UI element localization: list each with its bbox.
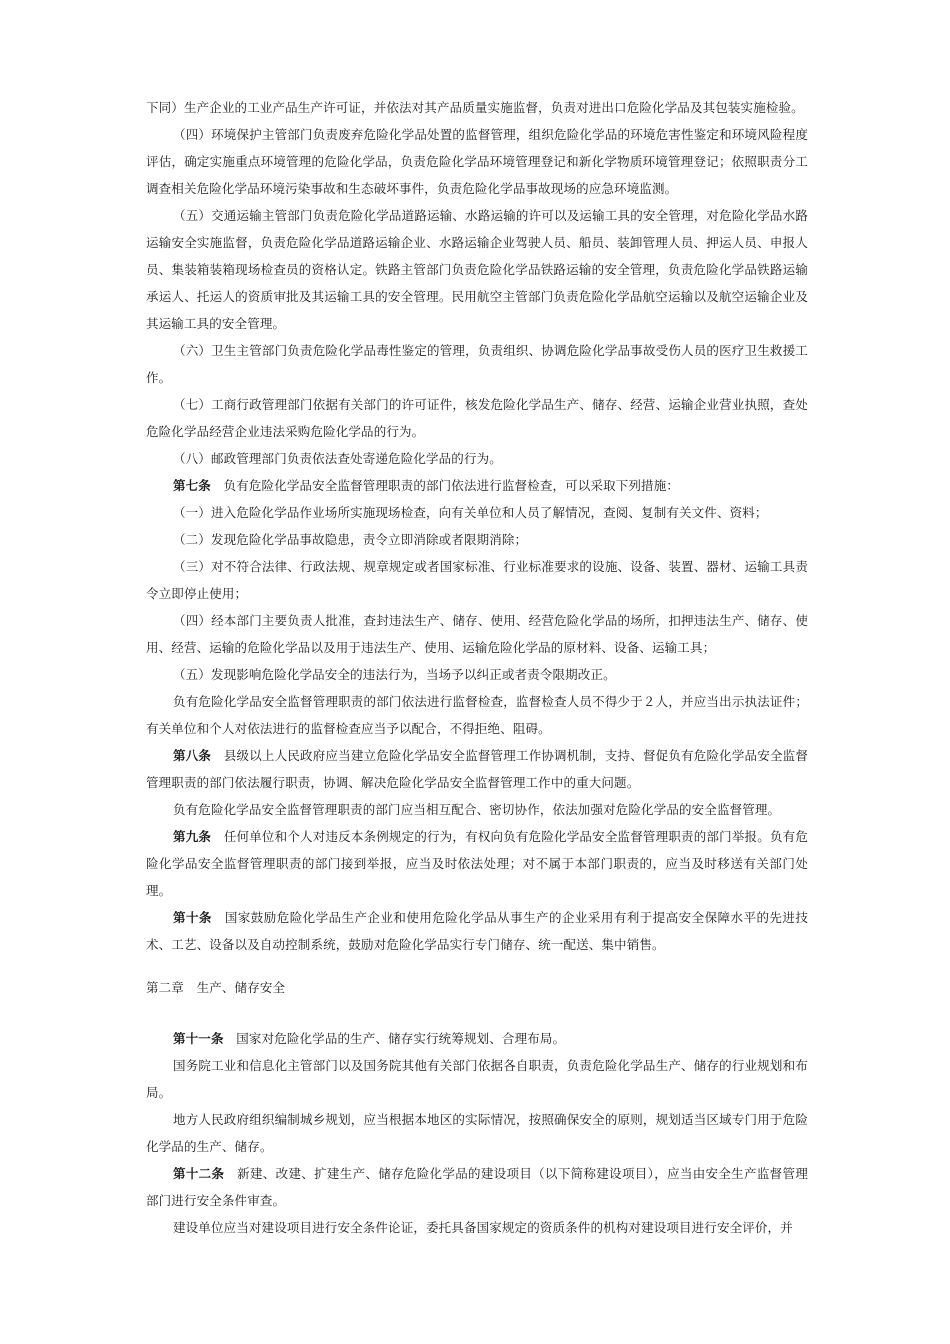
paragraph: [146, 121, 808, 202]
paragraph-text: 任何单位和个人对违反本条例规定的行为，有权向负有危险化学品安全监督管理职责的部门举报。负有危险化学品安全监督管理职责的部门接到举报，应当及时依法处理；对不属于本部门职责的，应当及时移送有关部门处理。: [146, 829, 808, 898]
article-number: 第九条: [173, 829, 212, 844]
paragraph-text: 新建、改建、扩建生产、储存危险化学品的建设项目（以下简称建设项目），应当由安全生产监督管理部门进行安全条件审查。: [146, 1166, 808, 1208]
paragraph: [146, 607, 808, 661]
paragraph: [146, 1214, 808, 1241]
paragraph: [146, 1106, 808, 1160]
paragraph-text: （四）环境保护主管部门负责废弃危险化学品处置的监督管理，组织危险化学品的环境危害性鉴定和环境风险程度评估，确定实施重点环境管理的危险化学品，负责危险化学品环境管理登记和新化学物质环境管理登记；依照职责分工调查相关危险化学品环境污染事故和生态破坏事件，负责危险化学品事故现场的应急环境监测。: [146, 127, 808, 196]
paragraph: [146, 202, 808, 337]
paragraph: [146, 94, 808, 121]
document-page: [146, 94, 808, 1241]
paragraph-text: （三）对不符合法律、行政法规、规章规定或者国家标准、行业标准要求的设施、设备、装置、器材、运输工具责令立即停止使用；: [146, 559, 808, 601]
paragraph-text: （四）经本部门主要负责人批准，查封违法生产、储存、使用、经营危险化学品的场所，扣押违法生产、储存、使用、经营、运输的危险化学品以及用于违法生产、使用、运输危险化学品的原材料、设备、运输工具；: [146, 613, 808, 655]
paragraph-text: （五）发现影响危险化学品安全的违法行为，当场予以纠正或者责令限期改正。: [173, 667, 616, 682]
chapter-heading: 第二章 生产、储存安全: [146, 980, 286, 995]
article-number: 第八条: [173, 748, 212, 763]
paragraph: [146, 796, 808, 823]
paragraph-text: 国家对危险化学品的生产、储存实行统筹规划、合理布局。: [236, 1031, 566, 1046]
paragraph: [146, 1052, 808, 1106]
paragraph-text: 建设单位应当对建设项目进行安全条件论证，委托具备国家规定的资质条件的机构对建设项目进行安全评价，并: [173, 1220, 793, 1235]
paragraph: [146, 337, 808, 391]
paragraph: [146, 661, 808, 688]
article-number: 第七条: [173, 478, 211, 493]
article-number: 第十条: [173, 910, 212, 925]
article-paragraph: [146, 823, 808, 904]
paragraph-text: （六）卫生主管部门负责危险化学品毒性鉴定的管理，负责组织、协调危险化学品事故受伤人员的医疗卫生救援工作。: [146, 343, 808, 385]
article-number: 第十二条: [173, 1166, 225, 1181]
paragraph-text: （二）发现危险化学品事故隐患，责令立即消除或者限期消除；: [173, 532, 528, 547]
paragraph-text: （七）工商行政管理部门依据有关部门的许可证件，核发危险化学品生产、储存、经营、运输企业营业执照，查处危险化学品经营企业违法采购危险化学品的行为。: [146, 397, 808, 439]
section-body: [146, 1025, 808, 1241]
paragraph-text: 下同）生产企业的工业产品生产许可证，并依法对其产品质量实施监督，负责对进出口危险化学品及其包装实施检验。: [146, 100, 804, 115]
paragraph-text: （一）进入危险化学品作业场所实施现场检查，向有关单位和人员了解情况，查阅、复制有关文件、资料；: [173, 505, 768, 520]
article-number: 第十一条: [173, 1031, 224, 1046]
section-body: [146, 94, 808, 958]
paragraph: [146, 526, 808, 553]
paragraph-text: 地方人民政府组织编制城乡规划，应当根据本地区的实际情况，按照确保安全的原则，规划适当区域专门用于危险化学品的生产、储存。: [146, 1112, 808, 1154]
paragraph-text: 国家鼓励危险化学品生产企业和使用危险化学品从事生产的企业采用有利于提高安全保障水平的先进技术、工艺、设备以及自动控制系统，鼓励对危险化学品实行专门储存、统一配送、集中销售。: [146, 910, 808, 952]
paragraph: [146, 688, 808, 742]
paragraph-text: 国务院工业和信息化主管部门以及国务院其他有关部门依据各自职责，负责危险化学品生产、储存的行业规划和布局。: [146, 1058, 808, 1100]
paragraph-text: 负有危险化学品安全监督管理职责的部门依法进行监督检查，可以采取下列措施：: [223, 478, 680, 493]
paragraph: [146, 391, 808, 445]
paragraph-text: （五）交通运输主管部门负责危险化学品道路运输、水路运输的许可以及运输工具的安全管理，对危险化学品水路运输安全实施监督，负责危险化学品道路运输企业、水路运输企业驾驶人员、船员、装卸管理人员、押运人员、申报人员、集装箱装箱现场检查员的资格认定。铁路主管部门负责危险化学品铁路运输的安全管理，负责危险化学品铁路运输承运人、托运人的资质审批及其运输工具的安全管理。民用航空主管部门负责危险化学品航空运输以及航空运输企业及其运输工具的安全管理。: [146, 208, 808, 331]
paragraph: [146, 445, 808, 472]
paragraph-text: 负有危险化学品安全监督管理职责的部门依法进行监督检查，监督检查人员不得少于２人，并应当出示执法证件；有关单位和个人对依法进行的监督检查应当予以配合，不得拒绝、阻碍。: [146, 694, 808, 736]
paragraph: [146, 499, 808, 526]
article-paragraph: [146, 904, 808, 958]
paragraph: [146, 553, 808, 607]
article-paragraph: [146, 1160, 808, 1214]
paragraph-text: 负有危险化学品安全监督管理职责的部门应当相互配合、密切协作，依法加强对危险化学品的安全监督管理。: [173, 802, 781, 817]
article-paragraph: [146, 742, 808, 796]
article-paragraph: [146, 472, 808, 499]
article-paragraph: [146, 1025, 808, 1052]
paragraph-text: 县级以上人民政府应当建立危险化学品安全监督管理工作协调机制，支持、督促负有危险化学品安全监督管理职责的部门依法履行职责，协调、解决危险化学品安全监督管理工作中的重大问题。: [146, 748, 808, 790]
paragraph-text: （八）邮政管理部门负责依法查处寄递危险化学品的行为。: [173, 451, 502, 466]
